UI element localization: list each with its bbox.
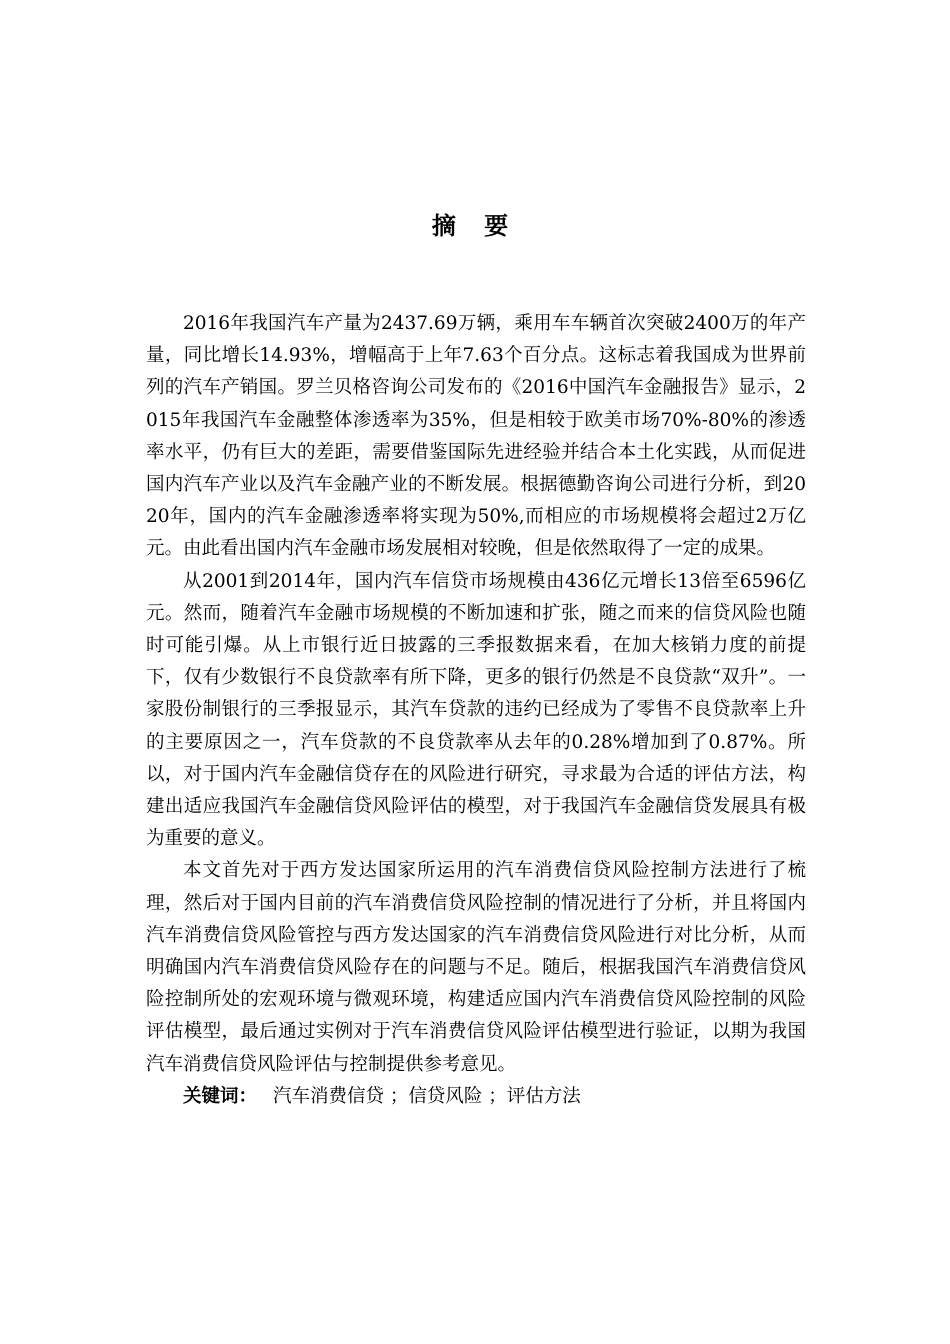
abstract-paragraph-3: 本文首先对于西方发达国家所运用的汽车消费信贷风险控制方法进行了梳理，然后对于国内目前的汽车消费信贷风险控制的情况进行了分析，并且将国内汽车消费信贷风险管控与西方发达国家的汽车消费信贷风险进行对比分析，从而明确国内汽车消费信贷风险存在的问题与不足。随后，根据我国汽车消费信贷风险控制所处的宏观环境与微观环境，构建适应国内汽车消费信贷风险控制的风险评估模型，最后通过实例对于汽车消费信贷风险评估模型进行验证，以期为我国汽车消费信贷风险评估与控制提供参考意见。 (146, 860, 806, 1075)
abstract-title: 摘 要 (431, 212, 519, 240)
abstract-body (146, 308, 806, 1113)
keywords-label: 关键词： (183, 1085, 258, 1107)
keywords-line (146, 1081, 806, 1113)
keywords-value: 汽车消费信贷 ；信贷风险 ；评估方法 (273, 1085, 581, 1107)
abstract-paragraph-2: 从2001到2014年，国内汽车信贷市场规模由436亿元增长13倍至6596亿元。然而，随着汽车金融市场规模的不断加速和扩张，随之而来的信贷风险也随时可能引爆。从上市银行近日披露的三季报数据来看，在加大核销力度的前提下，仅有少数银行不良贷款率有所下降，更多的银行仍然是不良贷款“双升”。一家股份制银行的三季报显示，其汽车贷款的违约已经成为了零售不良贷款率上升的主要原因之一，汽车贷款的不良贷款率从去年的0.28%增加到了0.87%。所以，对于国内汽车金融信贷存在的风险进行研究，寻求最为合适的评估方法，构建出适应我国汽车金融信贷风险评估的模型，对于我国汽车金融信贷发展具有极为重要的意义。 (146, 570, 806, 850)
abstract-paragraph-1: 2016年我国汽车产量为2437.69万辆，乘用车车辆首次突破2400万的年产量，同比增长14.93%，增幅高于上年7.63个百分点。这标志着我国成为世界前列的汽车产销国。罗兰贝格咨询公司发布的《2016中国汽车金融报告》显示，2015年我国汽车金融整体渗透率为35%，但是相较于欧美市场70%-80%的渗透率水平，仍有巨大的差距，需要借鉴国际先进经验并结合本土化实践，从而促进国内汽车产业以及汽车金融产业的不断发展。根据德勤咨询公司进行分析，到2020年，国内的汽车金融渗透率将实现为50%,而相应的市场规模将会超过2万亿元。由此看出国内汽车金融市场发展相对较晚，但是依然取得了一定的成果。 (146, 313, 806, 560)
